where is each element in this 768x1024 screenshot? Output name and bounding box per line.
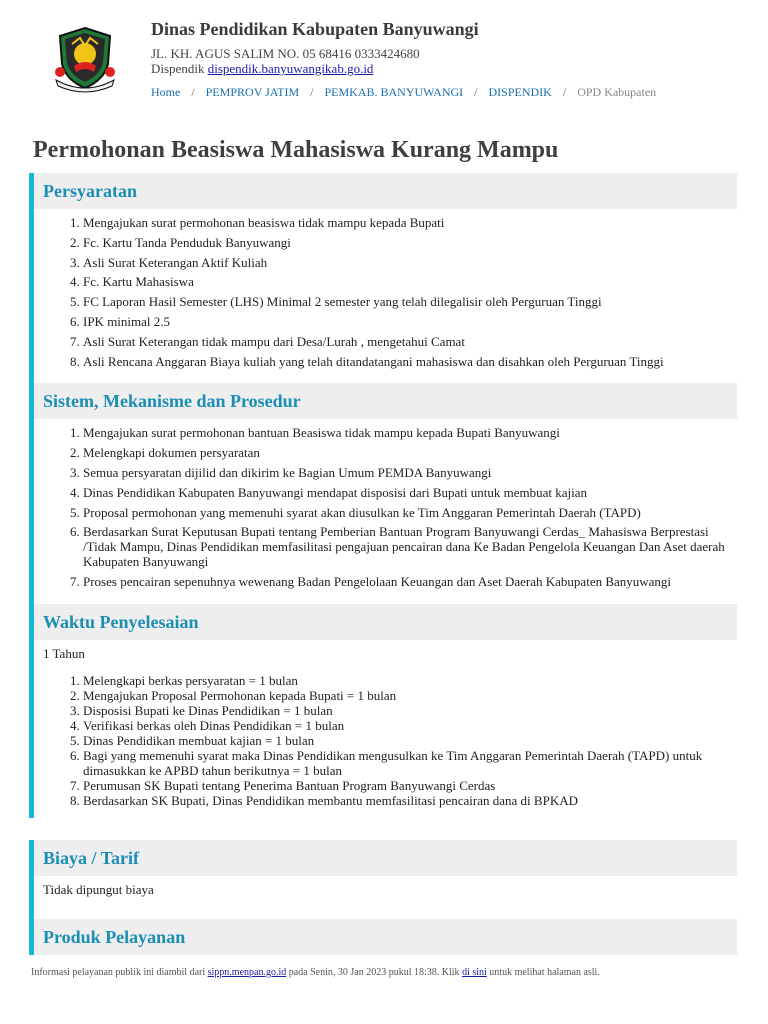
breadcrumb xyxy=(151,85,656,100)
breadcrumb-separator: / xyxy=(191,85,195,99)
banyuwangi-emblem-logo xyxy=(50,24,120,94)
page-header xyxy=(0,0,768,110)
breadcrumb-home[interactable]: Home xyxy=(151,85,181,99)
list-item: 5. Proposal permohonan yang memenuhi syarat akan diusulkan ke Tim Anggaran Pemerintah Daerah (TAPD) xyxy=(83,505,737,520)
section-title: Biaya / Tarif xyxy=(34,840,737,876)
section-persyaratan xyxy=(29,173,737,383)
footer-prefix: Informasi pelayanan publik ini diambil dari xyxy=(31,967,206,978)
breadcrumb-pemkab-banyuwangi[interactable]: PEMKAB. BANYUWANGI xyxy=(324,85,464,99)
breadcrumb-current: OPD Kabupaten xyxy=(577,85,657,99)
list-item: 7. Proses pencairan sepenuhnya wewenang Badan Pengelolaan Keuangan dan Aset Daerah Kabupaten Banyuwangi xyxy=(83,574,737,589)
list-item: 4. Fc. Kartu Mahasiswa xyxy=(83,274,737,289)
breadcrumb-separator: / xyxy=(562,85,567,99)
breadcrumb-separator: / xyxy=(474,85,478,99)
requirements-list xyxy=(43,215,737,369)
spacer xyxy=(29,818,737,840)
list-item: 3. Disposisi Bupati ke Dinas Pendidikan = 1 bulan xyxy=(83,703,737,718)
section-produk-pelayanan xyxy=(29,919,737,955)
breadcrumb-pemprov-jatim[interactable]: PEMPROV JATIM xyxy=(205,85,300,99)
list-item: 7. Perumusan SK Bupati tentang Penerima Bantuan Program Banyuwangi Cerdas xyxy=(83,778,737,793)
original-page-link[interactable]: di sini xyxy=(462,967,487,978)
list-item: 2. Mengajukan Proposal Permohonan kepada Bupati = 1 bulan xyxy=(83,688,737,703)
cost-text: Tidak dipungut biaya xyxy=(43,881,154,897)
list-item: 3. Asli Surat Keterangan Aktif Kuliah xyxy=(83,255,737,270)
section-title: Produk Pelayanan xyxy=(34,919,737,955)
list-item: 2. Fc. Kartu Tanda Penduduk Banyuwangi xyxy=(83,235,737,250)
timeline-list xyxy=(43,673,737,808)
contact-prefix: Dispendik xyxy=(151,61,205,76)
org-contact xyxy=(151,61,656,76)
footer-suffix: untuk melihat halaman asli. xyxy=(489,967,600,978)
list-item: 5. FC Laporan Hasil Semester (LHS) Minimal 2 semester yang telah dilegalisir oleh Perguruan Tinggi xyxy=(83,294,737,309)
org-address: JL. KH. AGUS SALIM NO. 05 68416 0333424680 xyxy=(151,46,420,61)
website-link[interactable]: dispendik.banyuwangikab.go.id xyxy=(207,61,374,76)
list-item: 1. Mengajukan surat permohonan beasiswa tidak mampu kepada Bupati xyxy=(83,215,737,230)
section-body xyxy=(34,640,737,818)
list-item: 5. Dinas Pendidikan membuat kajian = 1 bulan xyxy=(83,733,737,748)
list-item: 4. Verifikasi berkas oleh Dinas Pendidikan = 1 bulan xyxy=(83,718,737,733)
list-item: 8. Berdasarkan SK Bupati, Dinas Pendidikan membantu memfasilitasi pencairan dana di BPKAD xyxy=(83,793,737,808)
org-name: Dinas Pendidikan Kabupaten Banyuwangi xyxy=(151,19,479,39)
section-title: Waktu Penyelesaian xyxy=(34,604,737,640)
breadcrumb-separator: / xyxy=(310,85,314,99)
main-content xyxy=(29,173,737,955)
list-item: 2. Melengkapi dokumen persyaratan xyxy=(83,445,737,460)
procedure-list xyxy=(43,425,737,589)
list-item: 6. Bagi yang memenuhi syarat maka Dinas Pendidikan mengusulkan ke Tim Anggaran Pemerintah Daerah (TAPD) untuk dimasukkan ke APBD tahun berikutnya = 1 bulan xyxy=(83,748,737,778)
section-body xyxy=(34,209,737,383)
source-link[interactable]: sippn.menpan.go.id xyxy=(207,967,287,978)
list-item: 7. Asli Surat Keterangan tidak mampu dari Desa/Lurah , mengetahui Camat xyxy=(83,334,737,349)
org-info xyxy=(151,19,656,100)
page-title: Permohonan Beasiswa Mahasiswa Kurang Mampu xyxy=(33,137,559,163)
list-item: 1. Melengkapi berkas persyaratan = 1 bulan xyxy=(83,673,737,688)
section-sistem-mekanisme xyxy=(29,383,737,604)
section-biaya-tarif xyxy=(29,840,737,919)
section-waktu-penyelesaian xyxy=(29,604,737,818)
list-item: 8. Asli Rencana Anggaran Biaya kuliah yang telah ditandatangani mahasiswa dan disahkan oleh Perguruan Tinggi xyxy=(83,354,737,369)
section-title: Persyaratan xyxy=(34,173,737,209)
list-item: 6. IPK minimal 2.5 xyxy=(83,314,737,329)
section-body xyxy=(34,419,737,604)
breadcrumb-dispendik[interactable]: DISPENDIK xyxy=(488,85,552,99)
list-item: 4. Dinas Pendidikan Kabupaten Banyuwangi mendapat disposisi dari Bupati untuk membuat kajian xyxy=(83,485,737,500)
list-item: 1. Mengajukan surat permohonan bantuan Beasiswa tidak mampu kepada Bupati Banyuwangi xyxy=(83,425,737,440)
list-item: 6. Berdasarkan Surat Keputusan Bupati tentang Pemberian Bantuan Program Banyuwangi Cerdas_ Mahasiswa Berprestasi /Tidak Mampu, Dinas Pendidikan memfasilitasi pengajuan pencairan dana Ke Badan Pengelola Keuangan Dan Aset daerah Kabupaten Banyuwangi xyxy=(83,524,737,569)
list-item: 3. Semua persyaratan dijilid dan dikirim ke Bagian Umum PEMDA Banyuwangi xyxy=(83,465,737,480)
section-title: Sistem, Mekanisme dan Prosedur xyxy=(34,383,737,419)
page-footer xyxy=(31,967,600,978)
footer-middle: pada Senin, 30 Jan 2023 pukul 18:38. Klik xyxy=(288,967,460,978)
section-body xyxy=(34,876,737,919)
duration-text: 1 Tahun xyxy=(43,645,85,661)
